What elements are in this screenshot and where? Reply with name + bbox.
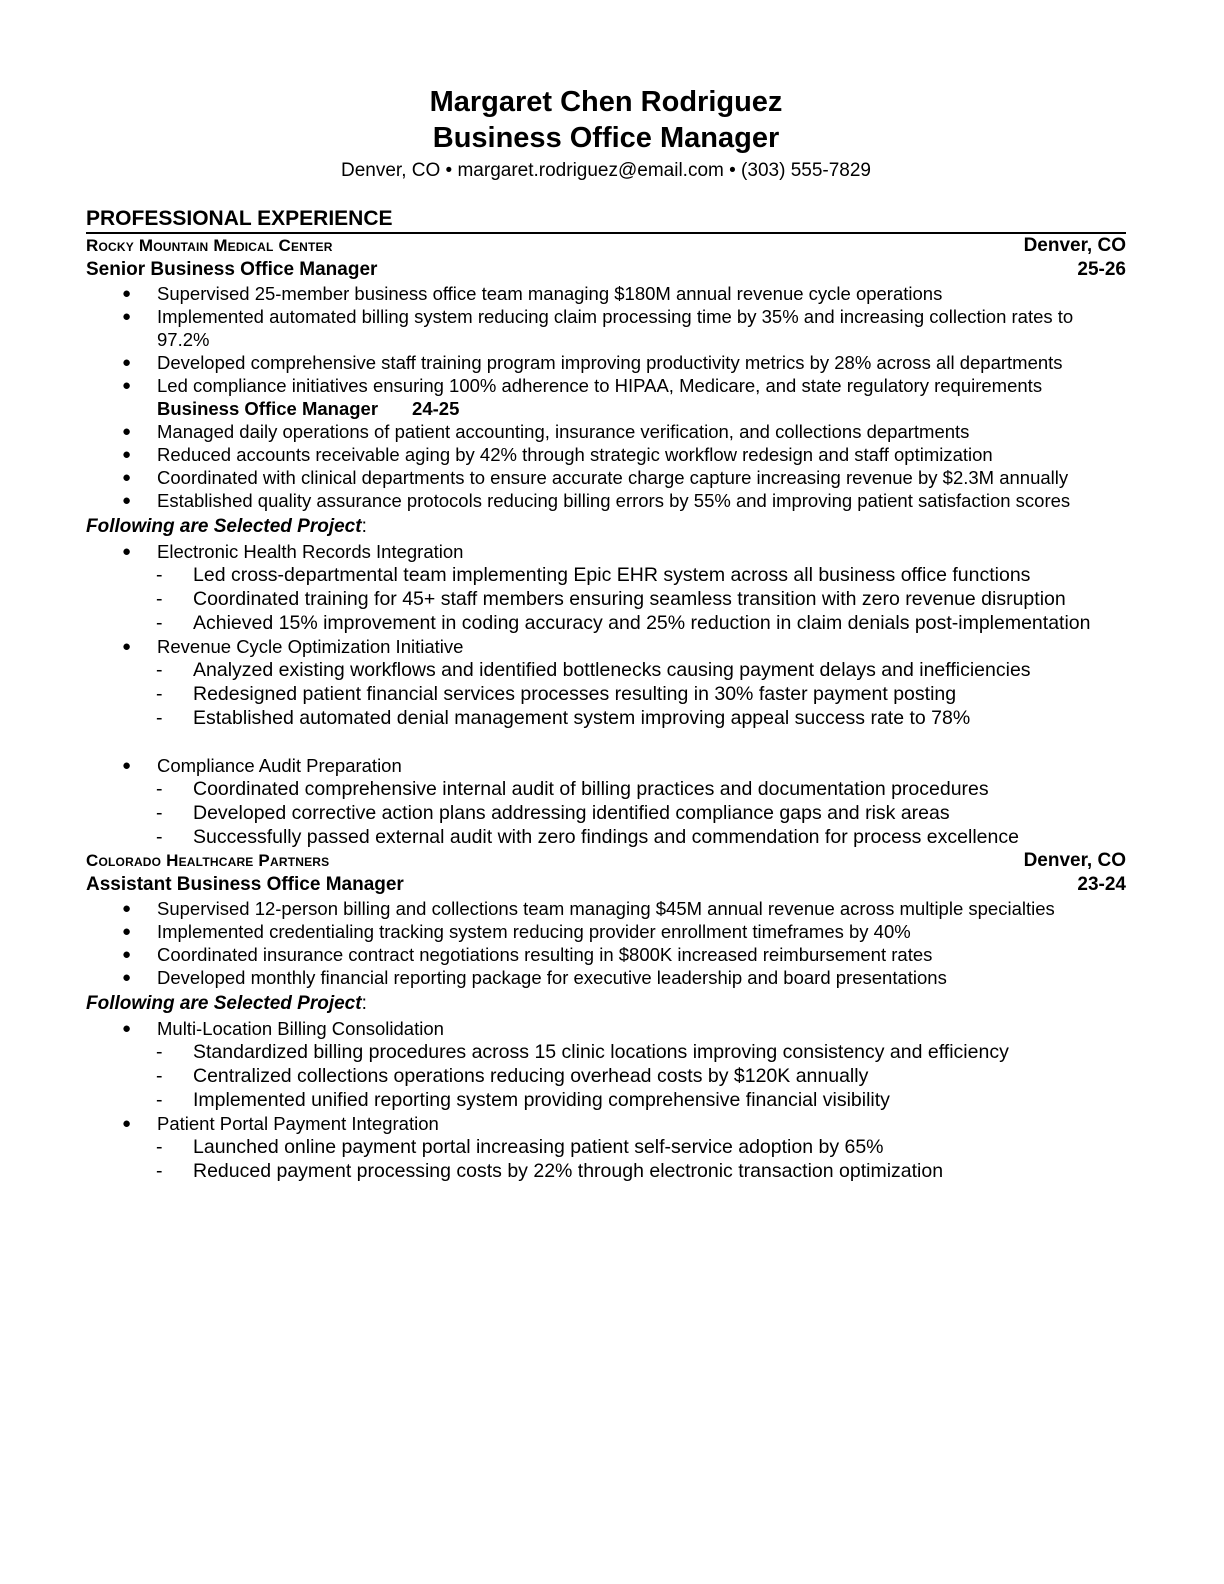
- bullet-item: ● Developed comprehensive staff training program improving productivity metrics by 28% across all departments: [86, 351, 1126, 374]
- inline-job-dates: 24-25: [412, 398, 460, 419]
- project-item: [86, 635, 1126, 658]
- project-name: Revenue Cycle Optimization Initiative: [157, 636, 464, 657]
- selected-projects-colon: :: [361, 993, 367, 1014]
- bullet-item: ● Supervised 12-person billing and collections team managing $45M annual revenue across multiple specialties: [86, 897, 1126, 920]
- resume-header: [86, 84, 1126, 184]
- bullet-item: ● Established quality assurance protocols reducing billing errors by 55% and improving patient satisfaction scores: [86, 489, 1126, 512]
- project-name: Electronic Health Records Integration: [157, 541, 464, 562]
- project-item: [86, 1112, 1126, 1135]
- candidate-name: Margaret Chen Rodriguez: [429, 86, 783, 118]
- project-detail: - Redesigned patient financial services processes resulting in 30% faster payment posting: [86, 682, 1126, 706]
- candidate-role: Business Office Manager: [432, 122, 780, 154]
- project-detail: - Developed corrective action plans addressing identified compliance gaps and risk areas: [86, 801, 1126, 825]
- project-list: [86, 1112, 1126, 1135]
- project-details: [86, 777, 1126, 849]
- selected-projects-label: [86, 514, 1126, 540]
- job-dates: 23-24: [1077, 874, 1126, 895]
- project-item: [86, 540, 1126, 563]
- project-item: [86, 1017, 1126, 1040]
- selected-projects-text: Following are Selected Project: [86, 516, 362, 537]
- project-detail: - Launched online payment portal increasing patient self-service adoption by 65%: [86, 1135, 1126, 1159]
- project-list: [86, 635, 1126, 658]
- project-detail: - Implemented unified reporting system providing comprehensive financial visibility: [86, 1088, 1126, 1112]
- bullet-item: ● Coordinated insurance contract negotiations resulting in $800K increased reimbursement rates: [86, 943, 1126, 966]
- job-title: Senior Business Office Manager: [86, 259, 378, 280]
- job-entry: [86, 234, 1126, 849]
- selected-projects-text: Following are Selected Project: [86, 993, 362, 1014]
- bullet-item: ● Supervised 25-member business office team managing $180M annual revenue cycle operations: [86, 282, 1126, 305]
- project-detail: - Coordinated training for 45+ staff members ensuring seamless transition with zero revenue disruption: [86, 587, 1126, 611]
- job-title: Assistant Business Office Manager: [86, 874, 404, 895]
- bullet-item: ● Coordinated with clinical departments to ensure accurate charge capture increasing revenue by $2.3M annually: [86, 466, 1126, 489]
- project-name: Patient Portal Payment Integration: [157, 1113, 439, 1134]
- inline-job-title: Business Office Manager: [157, 398, 379, 419]
- project-details: [86, 658, 1126, 730]
- project-details: [86, 1040, 1126, 1112]
- bullet-item: ● Implemented automated billing system reducing claim processing time by 35% and increasing collection rates to 97.2%: [86, 305, 1126, 351]
- project-detail: - Coordinated comprehensive internal audit of billing practices and documentation procedures: [86, 777, 1126, 801]
- project-detail: - Standardized billing procedures across 15 clinic locations improving consistency and efficiency: [86, 1040, 1126, 1064]
- company-name: Colorado Healthcare Partners: [86, 851, 330, 870]
- section-title-experience: PROFESSIONAL EXPERIENCE: [86, 206, 1126, 234]
- job-dates: 25-26: [1077, 259, 1126, 280]
- project-list: [86, 540, 1126, 563]
- project-name: Compliance Audit Preparation: [157, 755, 402, 776]
- project-detail: - Analyzed existing workflows and identified bottlenecks causing payment delays and inefficiencies: [86, 658, 1126, 682]
- project-name: Multi-Location Billing Consolidation: [157, 1018, 444, 1039]
- bullet-item: ● Managed daily operations of patient accounting, insurance verification, and collections departments: [86, 420, 1126, 443]
- job-bullets: [86, 282, 1126, 512]
- project-detail: - Established automated denial management system improving appeal success rate to 78%: [86, 706, 1126, 730]
- project-detail: - Centralized collections operations reducing overhead costs by $120K annually: [86, 1064, 1126, 1088]
- selected-projects-label: [86, 991, 1126, 1017]
- bullet-text: Led compliance initiatives ensuring 100% adherence to HIPAA, Medicare, and state regulatory requirements: [157, 375, 1043, 396]
- bullet-item: ● Developed monthly financial reporting package for executive leadership and board presentations: [86, 966, 1126, 989]
- company-location: Denver, CO: [1023, 235, 1126, 256]
- company-name: Rocky Mountain Medical Center: [86, 236, 333, 255]
- selected-projects-colon: :: [361, 516, 367, 537]
- project-details: [86, 1135, 1126, 1183]
- resume-page: [86, 84, 1126, 1183]
- project-list: [86, 1017, 1126, 1040]
- bullet-item: [86, 374, 1126, 420]
- project-list: [86, 754, 1126, 777]
- project-detail: - Led cross-departmental team implementing Epic EHR system across all business office functions: [86, 563, 1126, 587]
- contact-line: Denver, CO • margaret.rodriguez@email.com • (303) 555-7829: [341, 160, 871, 181]
- project-detail: - Reduced payment processing costs by 22% through electronic transaction optimization: [86, 1159, 1126, 1183]
- project-detail: - Achieved 15% improvement in coding accuracy and 25% reduction in claim denials post-implementation: [86, 611, 1126, 635]
- project-item: [86, 754, 1126, 777]
- job-entry: [86, 849, 1126, 1183]
- bullet-item: ● Implemented credentialing tracking system reducing provider enrollment timeframes by 40%: [86, 920, 1126, 943]
- bullet-item: ● Reduced accounts receivable aging by 42% through strategic workflow redesign and staff optimization: [86, 443, 1126, 466]
- project-detail: - Successfully passed external audit with zero findings and commendation for process excellence: [86, 825, 1126, 849]
- project-details: [86, 563, 1126, 635]
- company-location: Denver, CO: [1023, 850, 1126, 871]
- job-bullets: [86, 897, 1126, 989]
